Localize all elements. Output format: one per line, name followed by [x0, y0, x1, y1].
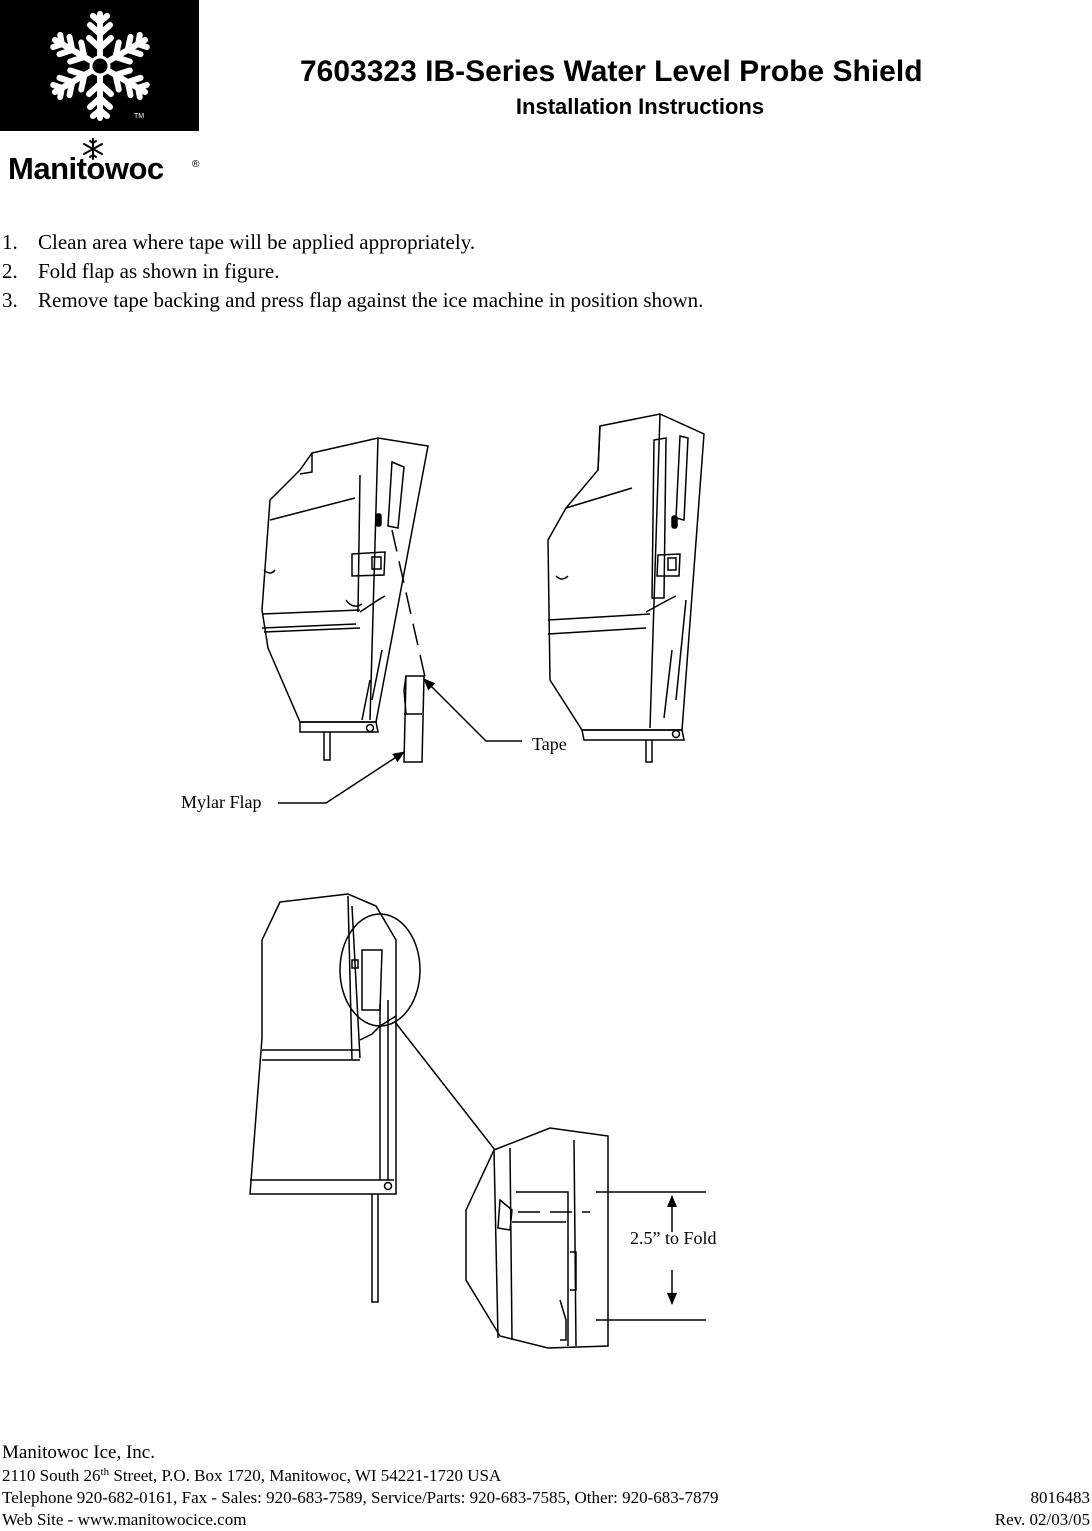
phone-numbers: Telephone 920-682-0161, Fax - Sales: 920-683-7589, Service/Parts: 920-683-7585, Other: 920-683-7879: [2, 1488, 719, 1507]
ice-machine-side-view-before: [262, 438, 428, 760]
ice-machine-side-view-after: [548, 414, 704, 762]
page-subtitle: Installation Instructions: [515, 94, 765, 119]
web-row: [2, 1509, 1090, 1531]
step-text: Fold flap as shown in figure.: [38, 259, 280, 283]
website: Web Site - www.manitowocice.com: [2, 1510, 247, 1529]
step-number: 2.: [2, 259, 18, 283]
revision-date: Rev. 02/03/05: [994, 1510, 1090, 1529]
fold-dimension-label: 2.5” to Fold: [630, 1228, 717, 1248]
mylar-flap: [404, 676, 424, 762]
registered-mark: ®: [192, 159, 200, 170]
address-ordinal: th: [100, 1466, 110, 1478]
step-text: Clean area where tape will be applied appropriately.: [38, 230, 476, 254]
document-number: 8016483: [1030, 1488, 1090, 1507]
brand-name: Manitowoc: [8, 151, 164, 186]
step-number: 3.: [2, 288, 18, 312]
ice-machine-installed-view: [250, 894, 495, 1302]
page-title: 7603323 IB-Series Water Level Probe Shield: [300, 55, 923, 88]
step-number: 1.: [2, 230, 18, 254]
trademark-mark: TM: [134, 113, 145, 120]
address: [2, 1465, 1090, 1487]
footer: [2, 1441, 1090, 1531]
address-start: 2110 South 26: [2, 1466, 101, 1485]
address-end: Street, P.O. Box 1720, Manitowoc, WI 54221-1720 USA: [109, 1466, 502, 1485]
tape-label: Tape: [532, 734, 567, 754]
phone-row: [2, 1487, 1090, 1509]
mylar-flap-label: Mylar Flap: [181, 792, 262, 812]
step-text: Remove tape backing and press flap against the ice machine in position shown.: [38, 288, 704, 312]
company-name: Manitowoc Ice, Inc.: [2, 1442, 155, 1463]
